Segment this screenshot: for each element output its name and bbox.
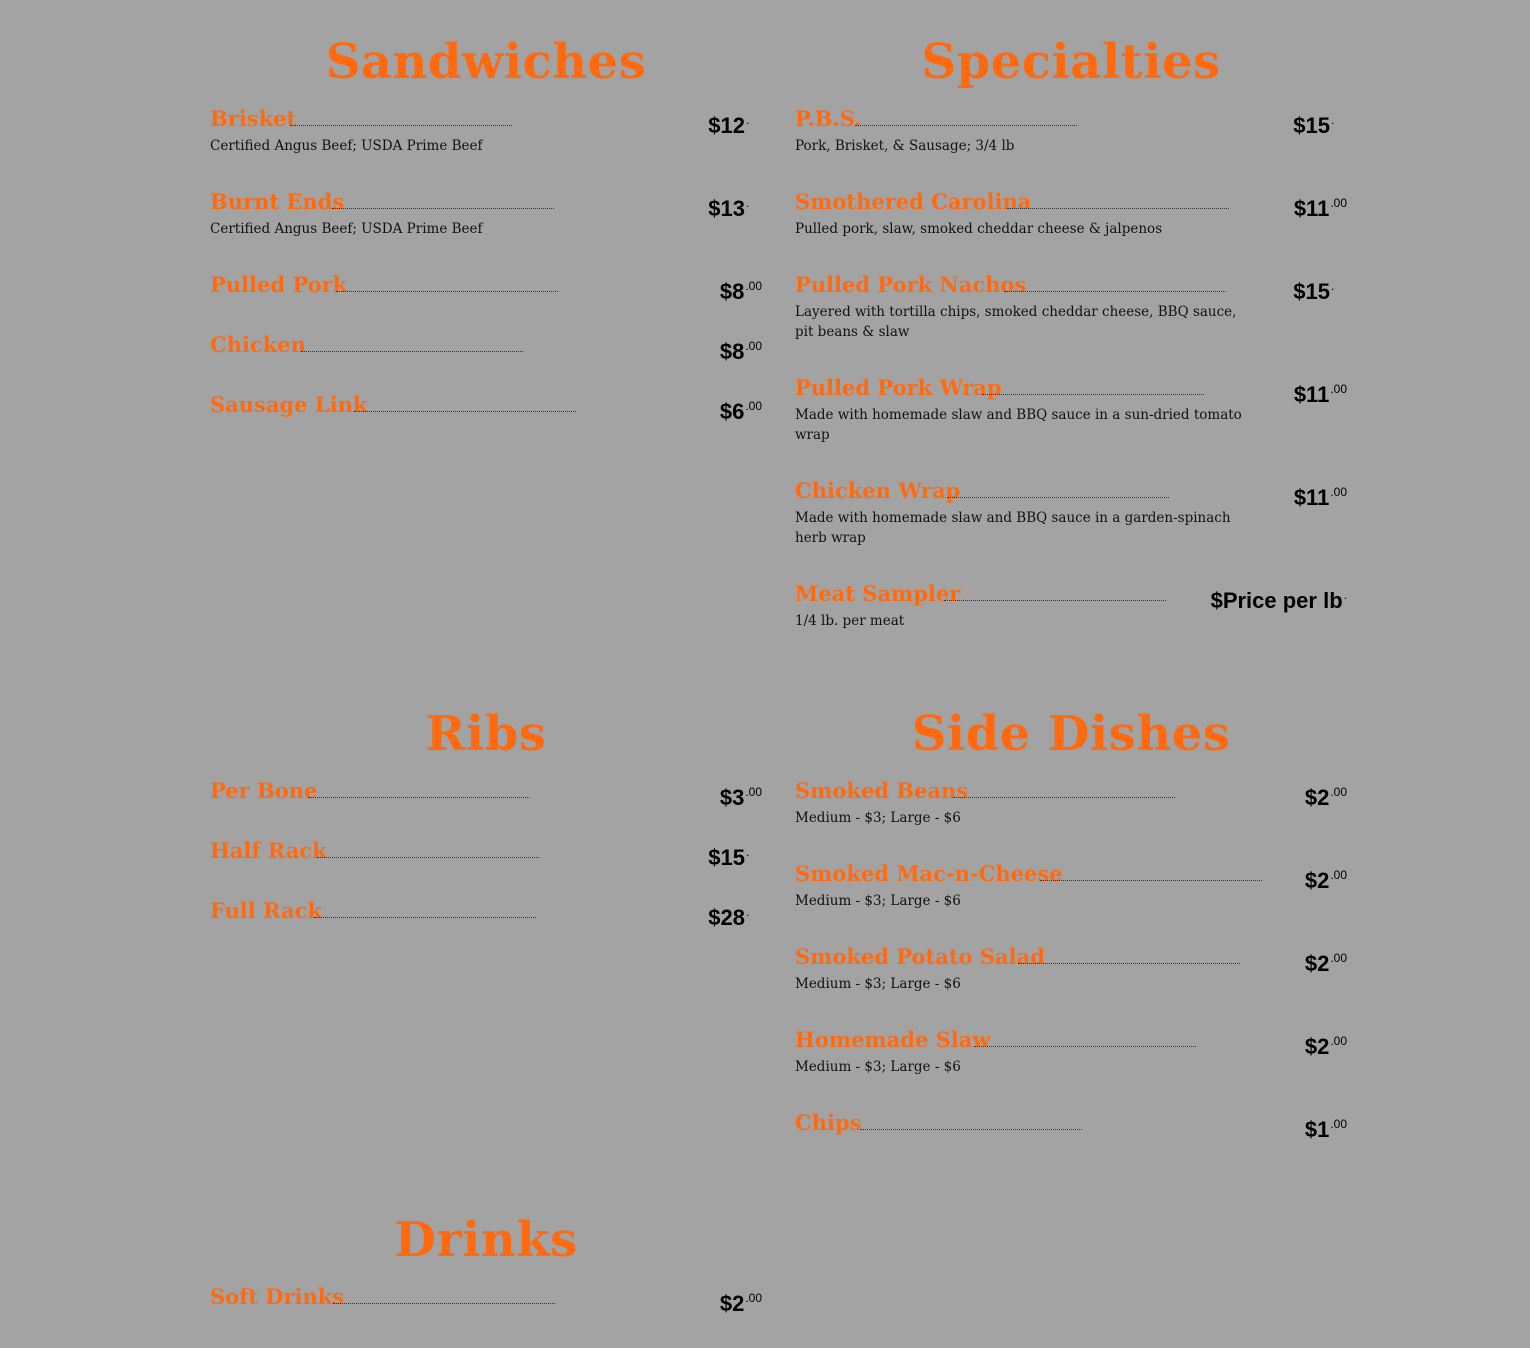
section-title-ribs: Ribs: [425, 706, 547, 762]
item-description: 1/4 lb. per meat: [795, 613, 905, 629]
dot-leader: [333, 1303, 555, 1304]
item-price: $6.00: [719, 399, 762, 424]
item-price: $2.00: [719, 1291, 762, 1316]
dot-leader: [982, 394, 1204, 395]
item-description: Certified Angus Beef; USDA Prime Beef: [210, 221, 483, 237]
item-name: Brisket: [210, 106, 297, 131]
item-price: $13.: [708, 196, 750, 221]
dot-leader: [1018, 963, 1240, 964]
item-description: Certified Angus Beef; USDA Prime Beef: [210, 138, 483, 154]
dot-leader: [290, 125, 512, 126]
item-price: $11.00: [1293, 485, 1347, 510]
item-description: Made with homemade slaw and BBQ sauce in a sun-dried tomato wrap: [795, 407, 1242, 443]
item-price: $12.: [708, 113, 750, 138]
section-title-drinks: Drinks: [394, 1212, 578, 1268]
item-price: $11.00: [1293, 382, 1347, 407]
dot-leader: [308, 797, 530, 798]
item-name: Half Rack: [210, 838, 327, 863]
dot-leader: [332, 208, 554, 209]
item-name: Homemade Slaw: [795, 1027, 991, 1052]
dot-leader: [944, 600, 1166, 601]
section-title-sandwiches: Sandwiches: [325, 34, 647, 90]
item-price: $15.: [1293, 279, 1335, 304]
item-name: Pulled Pork Nachos: [795, 272, 1027, 297]
dot-leader: [354, 411, 576, 412]
item-price: $2.00: [1304, 868, 1347, 893]
dot-leader: [314, 917, 536, 918]
item-name: Full Rack: [210, 898, 322, 923]
item-name: Smoked Beans: [795, 778, 969, 803]
item-name: Smothered Carolina: [795, 189, 1032, 214]
item-price: $2.00: [1304, 1034, 1347, 1059]
dot-leader: [317, 857, 539, 858]
item-name: Chicken: [210, 332, 306, 357]
dot-leader: [1007, 208, 1229, 209]
item-name: Smoked Mac-n-Cheese: [795, 861, 1063, 886]
item-price: $1.00: [1304, 1117, 1347, 1142]
dot-leader: [1004, 291, 1226, 292]
item-description: Pulled pork, slaw, smoked cheddar cheese & jalpenos: [795, 221, 1163, 237]
item-price: $8.00: [719, 339, 762, 364]
item-name: Chips: [795, 1110, 862, 1135]
item-name: Meat Sampler: [795, 581, 961, 606]
dot-leader: [947, 497, 1169, 498]
item-name: Pulled Pork: [210, 272, 348, 297]
dot-leader: [953, 797, 1175, 798]
item-name: Burnt Ends: [210, 189, 345, 214]
section-title-specialties: Specialties: [921, 34, 1221, 90]
dot-leader: [301, 351, 523, 352]
dot-leader: [860, 1129, 1082, 1130]
item-name: Sausage Link: [210, 392, 368, 417]
dot-leader: [855, 125, 1077, 126]
dot-leader: [336, 291, 558, 292]
item-price: $2.00: [1304, 785, 1347, 810]
item-description: Medium - $3; Large - $6: [795, 976, 961, 992]
item-name: Smoked Potato Salad: [795, 944, 1045, 969]
item-description: Medium - $3; Large - $6: [795, 1059, 961, 1075]
item-description: Layered with tortilla chips, smoked cheddar cheese, BBQ sauce, pit beans & slaw: [795, 304, 1237, 340]
dot-leader: [1040, 880, 1262, 881]
item-name: Pulled Pork Wrap: [795, 375, 1002, 400]
item-description: Medium - $3; Large - $6: [795, 810, 961, 826]
item-description: Made with homemade slaw and BBQ sauce in a garden-spinach herb wrap: [795, 510, 1231, 546]
item-description: Pork, Brisket, & Sausage; 3/4 lb: [795, 138, 1015, 154]
item-price: $3.00: [719, 785, 762, 810]
item-price: $15.: [1293, 113, 1335, 138]
dot-leader: [974, 1046, 1196, 1047]
section-title-side-dishes: Side Dishes: [911, 706, 1231, 762]
item-name: Soft Drinks: [210, 1284, 345, 1309]
item-name: Chicken Wrap: [795, 478, 961, 503]
item-price: $11.00: [1293, 196, 1347, 221]
item-price: $Price per lb.: [1210, 588, 1347, 613]
item-price: $15.: [708, 845, 750, 870]
item-price: $28.: [708, 905, 750, 930]
item-name: Per Bone: [210, 778, 318, 803]
item-price: $8.00: [719, 279, 762, 304]
item-price: $2.00: [1304, 951, 1347, 976]
item-description: Medium - $3; Large - $6: [795, 893, 961, 909]
item-name: P.B.S.: [795, 106, 862, 131]
